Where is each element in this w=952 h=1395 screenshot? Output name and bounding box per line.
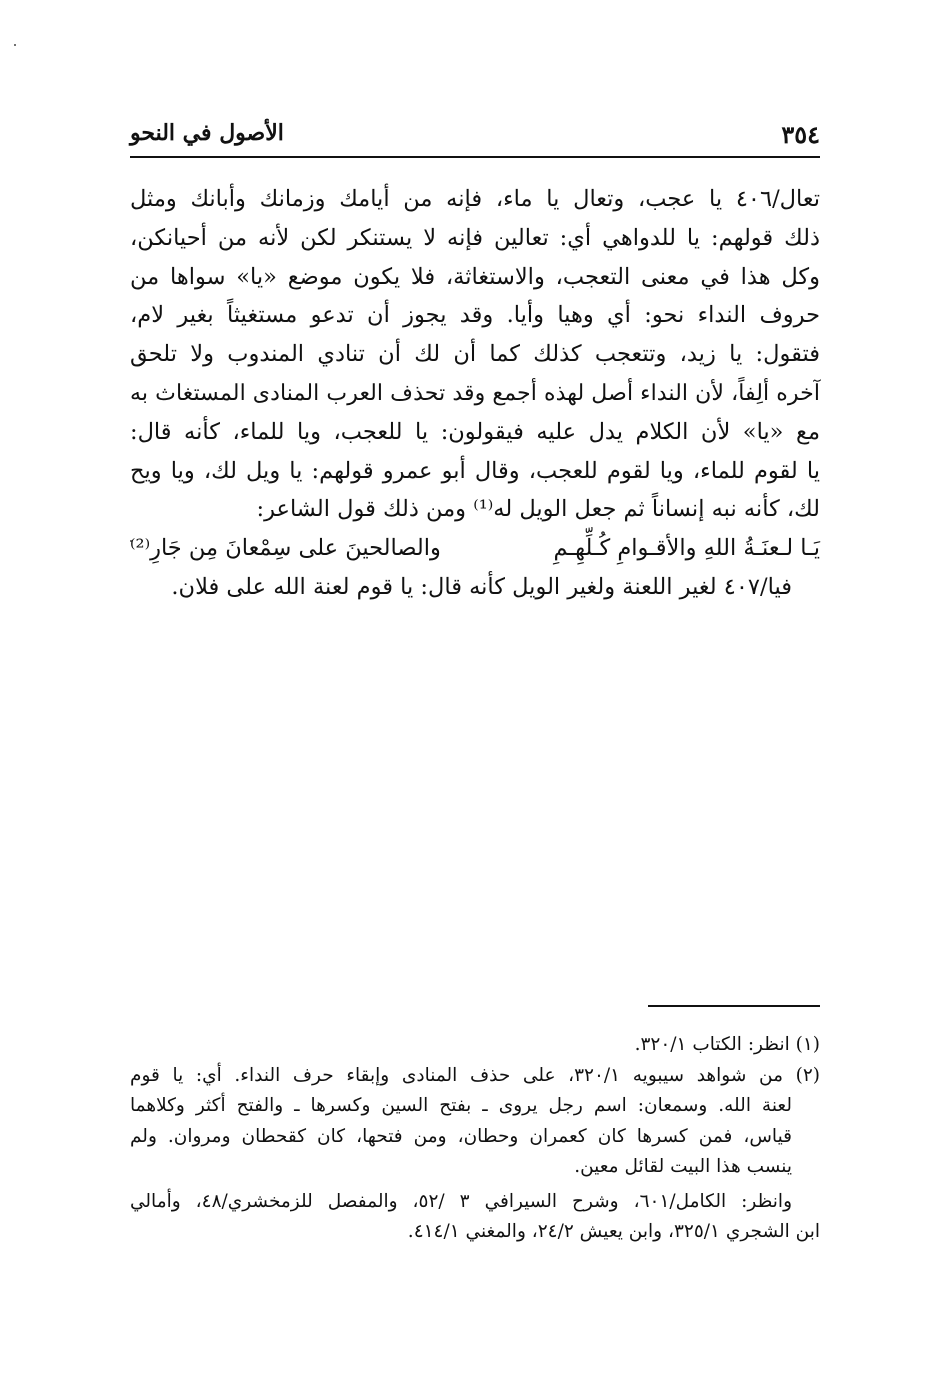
footnote-separator [648,1005,820,1007]
footnote-2-references: وانظر: الكامل/٦٠١، وشرح السيرافي ٣ /٥٢، والمفصل للزمخشري/٤٨، وأمالي [130,1190,793,1212]
text-line: ذلك قولهم: يا للدواهي أي: تعالين فإنه لا يستنكر لكن لأنه من أحيانكن، [130,224,820,251]
text-line: لك، كأنه نبه إنساناً ثم جعل الويل له⁽¹⁾ ومن ذلك قول الشاعر: [256,496,820,523]
page-number: ٣٥٤ [781,120,820,149]
main-text [130,180,820,607]
footnote-2-continuation: لعنة الله. وسمعان: اسم رجل يروى ـ بفتح السين وكسرها ـ والفتح أكثر وكلاهما [130,1095,792,1116]
verse-first-hemistich: يَـا لـعنَـةُ اللهِ والأقـوامِ كُـلِّهِـمِ [553,535,820,562]
text-line: آخره ألِفاً، لأن النداء أصل لهذه أجمع وقد تحذف العرب المنادى المستغاث به [130,379,820,406]
footnote-1: (١) انظر: الكتاب ٣٢٠/١. [634,1034,820,1055]
text-line: وكل هذا في معنى التعجب، والاستغاثة، فلا يكون موضع «يا» سواها من [130,263,820,290]
page-header [130,118,820,154]
footnote-2-references: ابن الشجري ٣٢٥/١، وابن يعيش ٢٤/٢، والمغني ٤١٤/١. [407,1221,820,1242]
poetry-verse [130,529,820,568]
text-line: تعال/٤٠٦ يا عجب، وتعال يا ماء، فإنه من أيامك وزمانك وأبانك ومثل [130,186,820,212]
verse-second-hemistich: والصالحينَ على سِمْعانَ مِن جَارِ⁽²⁾ [130,535,441,562]
header-rule [130,156,820,158]
text-line: يا لقوم للماء، ويا لقوم للعجب، وقال أبو عمرو قولهم: يا ويل لك، ويا ويح [130,457,820,484]
running-title: الأصول في النحو [130,120,284,146]
footnote-2: (٢) من شواهد سيبويه ٣٢٠/١، على حذف المنادى وإبقاء حرف النداء. أي: يا قوم [130,1064,821,1086]
footnote-2-continuation: قياس، فمن كسرها كان كعمران وحطان، ومن فتحها، كان كقحطان ومروان. ولم [130,1125,792,1147]
footnotes [130,1030,820,1248]
text-line: فتقول: يا زيد، وتتعجب كذلك كما أن لك أن تنادي المندوب ولا تلحق [130,341,820,368]
closing-line: فيا/٤٠٧ لغير اللعنة ولغير الويل كأنه قال: يا قوم لعنة الله على فلان. [171,573,792,600]
text-line: حروف النداء نحو: أي وهيا وأيا. وقد يجوز أن تدعو مستغيثاً بغير لام، [130,302,820,329]
footnote-2-continuation: ينسب هذا البيت لقائل معين. [574,1156,792,1177]
text-line: مع «يا» لأن الكلام يدل عليه فيقولون: يا للعجب، ويا للماء، كأنه قال: [130,418,820,445]
scan-speck [14,44,16,46]
